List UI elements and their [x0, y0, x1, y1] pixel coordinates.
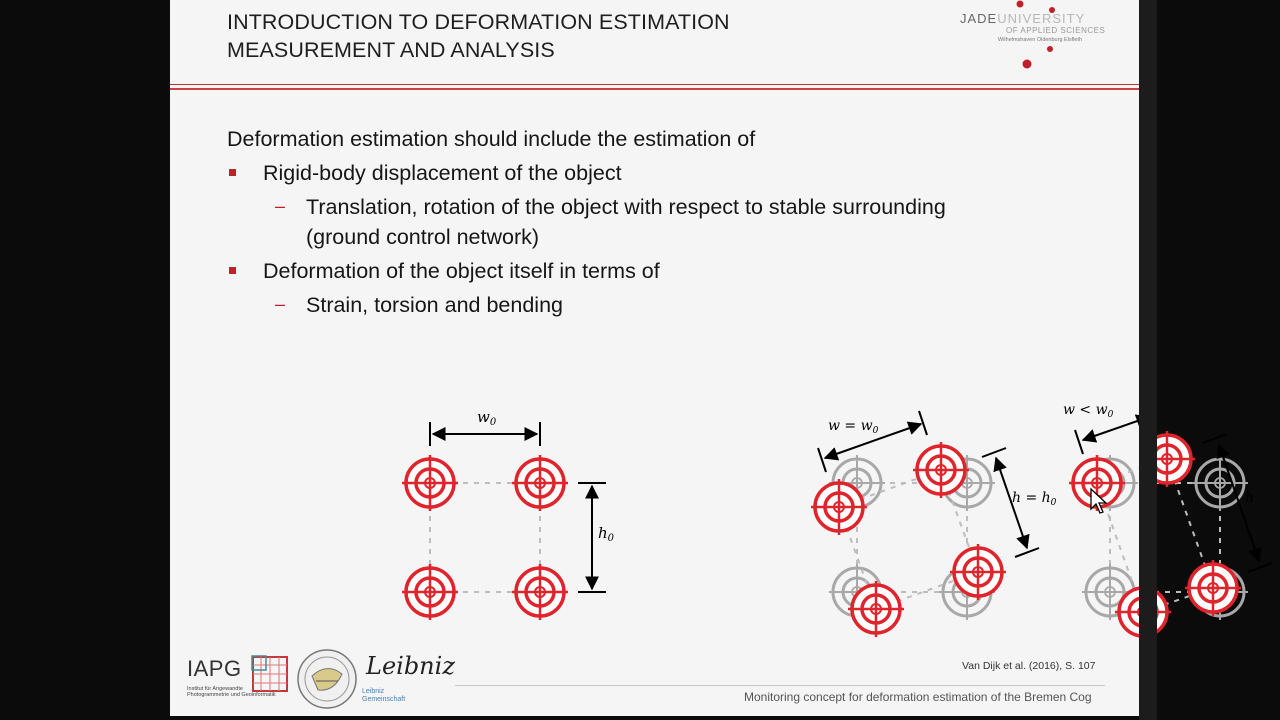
jade-logo-rest: UNIVERSITY	[997, 11, 1086, 26]
panel-rigid-motion	[811, 411, 1057, 637]
footer-text: Monitoring concept for deformation estimation of the Bremen Cog	[744, 690, 1092, 704]
slide-title-line-1: INTRODUCTION TO DEFORMATION ESTIMATION	[227, 10, 730, 34]
deformation-diagram	[395, 390, 1255, 650]
bullet-marker-2	[229, 267, 236, 274]
header-rule-accent	[170, 88, 1139, 90]
header-rule	[170, 84, 1139, 85]
dash-marker-1: –	[275, 196, 286, 216]
mouse-cursor-icon	[1090, 488, 1110, 518]
jade-logo-subtitle: OF APPLIED SCIENCES	[1006, 26, 1106, 35]
partner-logos	[184, 648, 455, 710]
target-red-icon	[512, 564, 568, 620]
panel-deformed	[1063, 402, 1280, 640]
slide-title	[227, 8, 730, 64]
jade-university-logo	[958, 0, 1118, 75]
bullet-marker-1	[229, 169, 236, 176]
label-h0: $h_0$	[598, 524, 615, 544]
label-h-equal: $h = h_0$	[1012, 490, 1057, 508]
bullet-1-text: Rigid-body displacement of the object	[263, 161, 622, 185]
citation: Van Dijk et al. (2016), S. 107	[962, 660, 1096, 672]
target-red-icon	[913, 442, 969, 498]
label-w-equal: $w = w_0$	[828, 418, 879, 436]
window-edge	[1139, 0, 1157, 720]
label-w0: $w_0$	[477, 408, 497, 428]
dash-marker-2: –	[275, 294, 286, 314]
university-seal-icon	[296, 648, 358, 710]
target-red-icon	[402, 564, 458, 620]
bullet-1-sub-2: (ground control network)	[306, 225, 540, 249]
leibniz-logo-text: Leibniz	[366, 652, 455, 680]
panel-original	[402, 408, 615, 620]
bullet-2-text: Deformation of the object itself in terms of	[263, 259, 660, 283]
presentation-slide	[170, 0, 1255, 716]
deformation-figure	[395, 390, 1255, 655]
iapg-logo-text: IAPG	[187, 656, 242, 681]
jade-logo-wordmark	[960, 11, 1085, 26]
bullet-2-sub-1: Strain, torsion and bending	[306, 293, 563, 317]
target-red-icon	[402, 455, 458, 511]
jade-logo-main: JADE	[960, 11, 998, 26]
label-h: h	[1245, 490, 1255, 506]
target-red-icon	[512, 455, 568, 511]
leibniz-subtitle: Leibniz Gemeinschaft	[362, 688, 406, 703]
slide-title-line-2: MEASUREMENT AND ANALYSIS	[227, 38, 555, 62]
target-red-icon	[1185, 560, 1241, 616]
iapg-subtitle: Institut für Angewandte Photogrammetrie und Geoinformatik	[187, 686, 276, 698]
footer-rule	[455, 685, 1105, 686]
bullet-1-sub-1: Translation, rotation of the object with respect to stable surrounding	[306, 195, 946, 219]
label-w-less: $w < w_0$	[1063, 402, 1114, 420]
intro-text: Deformation estimation should include the estimation of	[227, 127, 756, 151]
jade-logo-locations: Wilhelmshaven Oldenburg Elsfleth	[998, 37, 1083, 43]
